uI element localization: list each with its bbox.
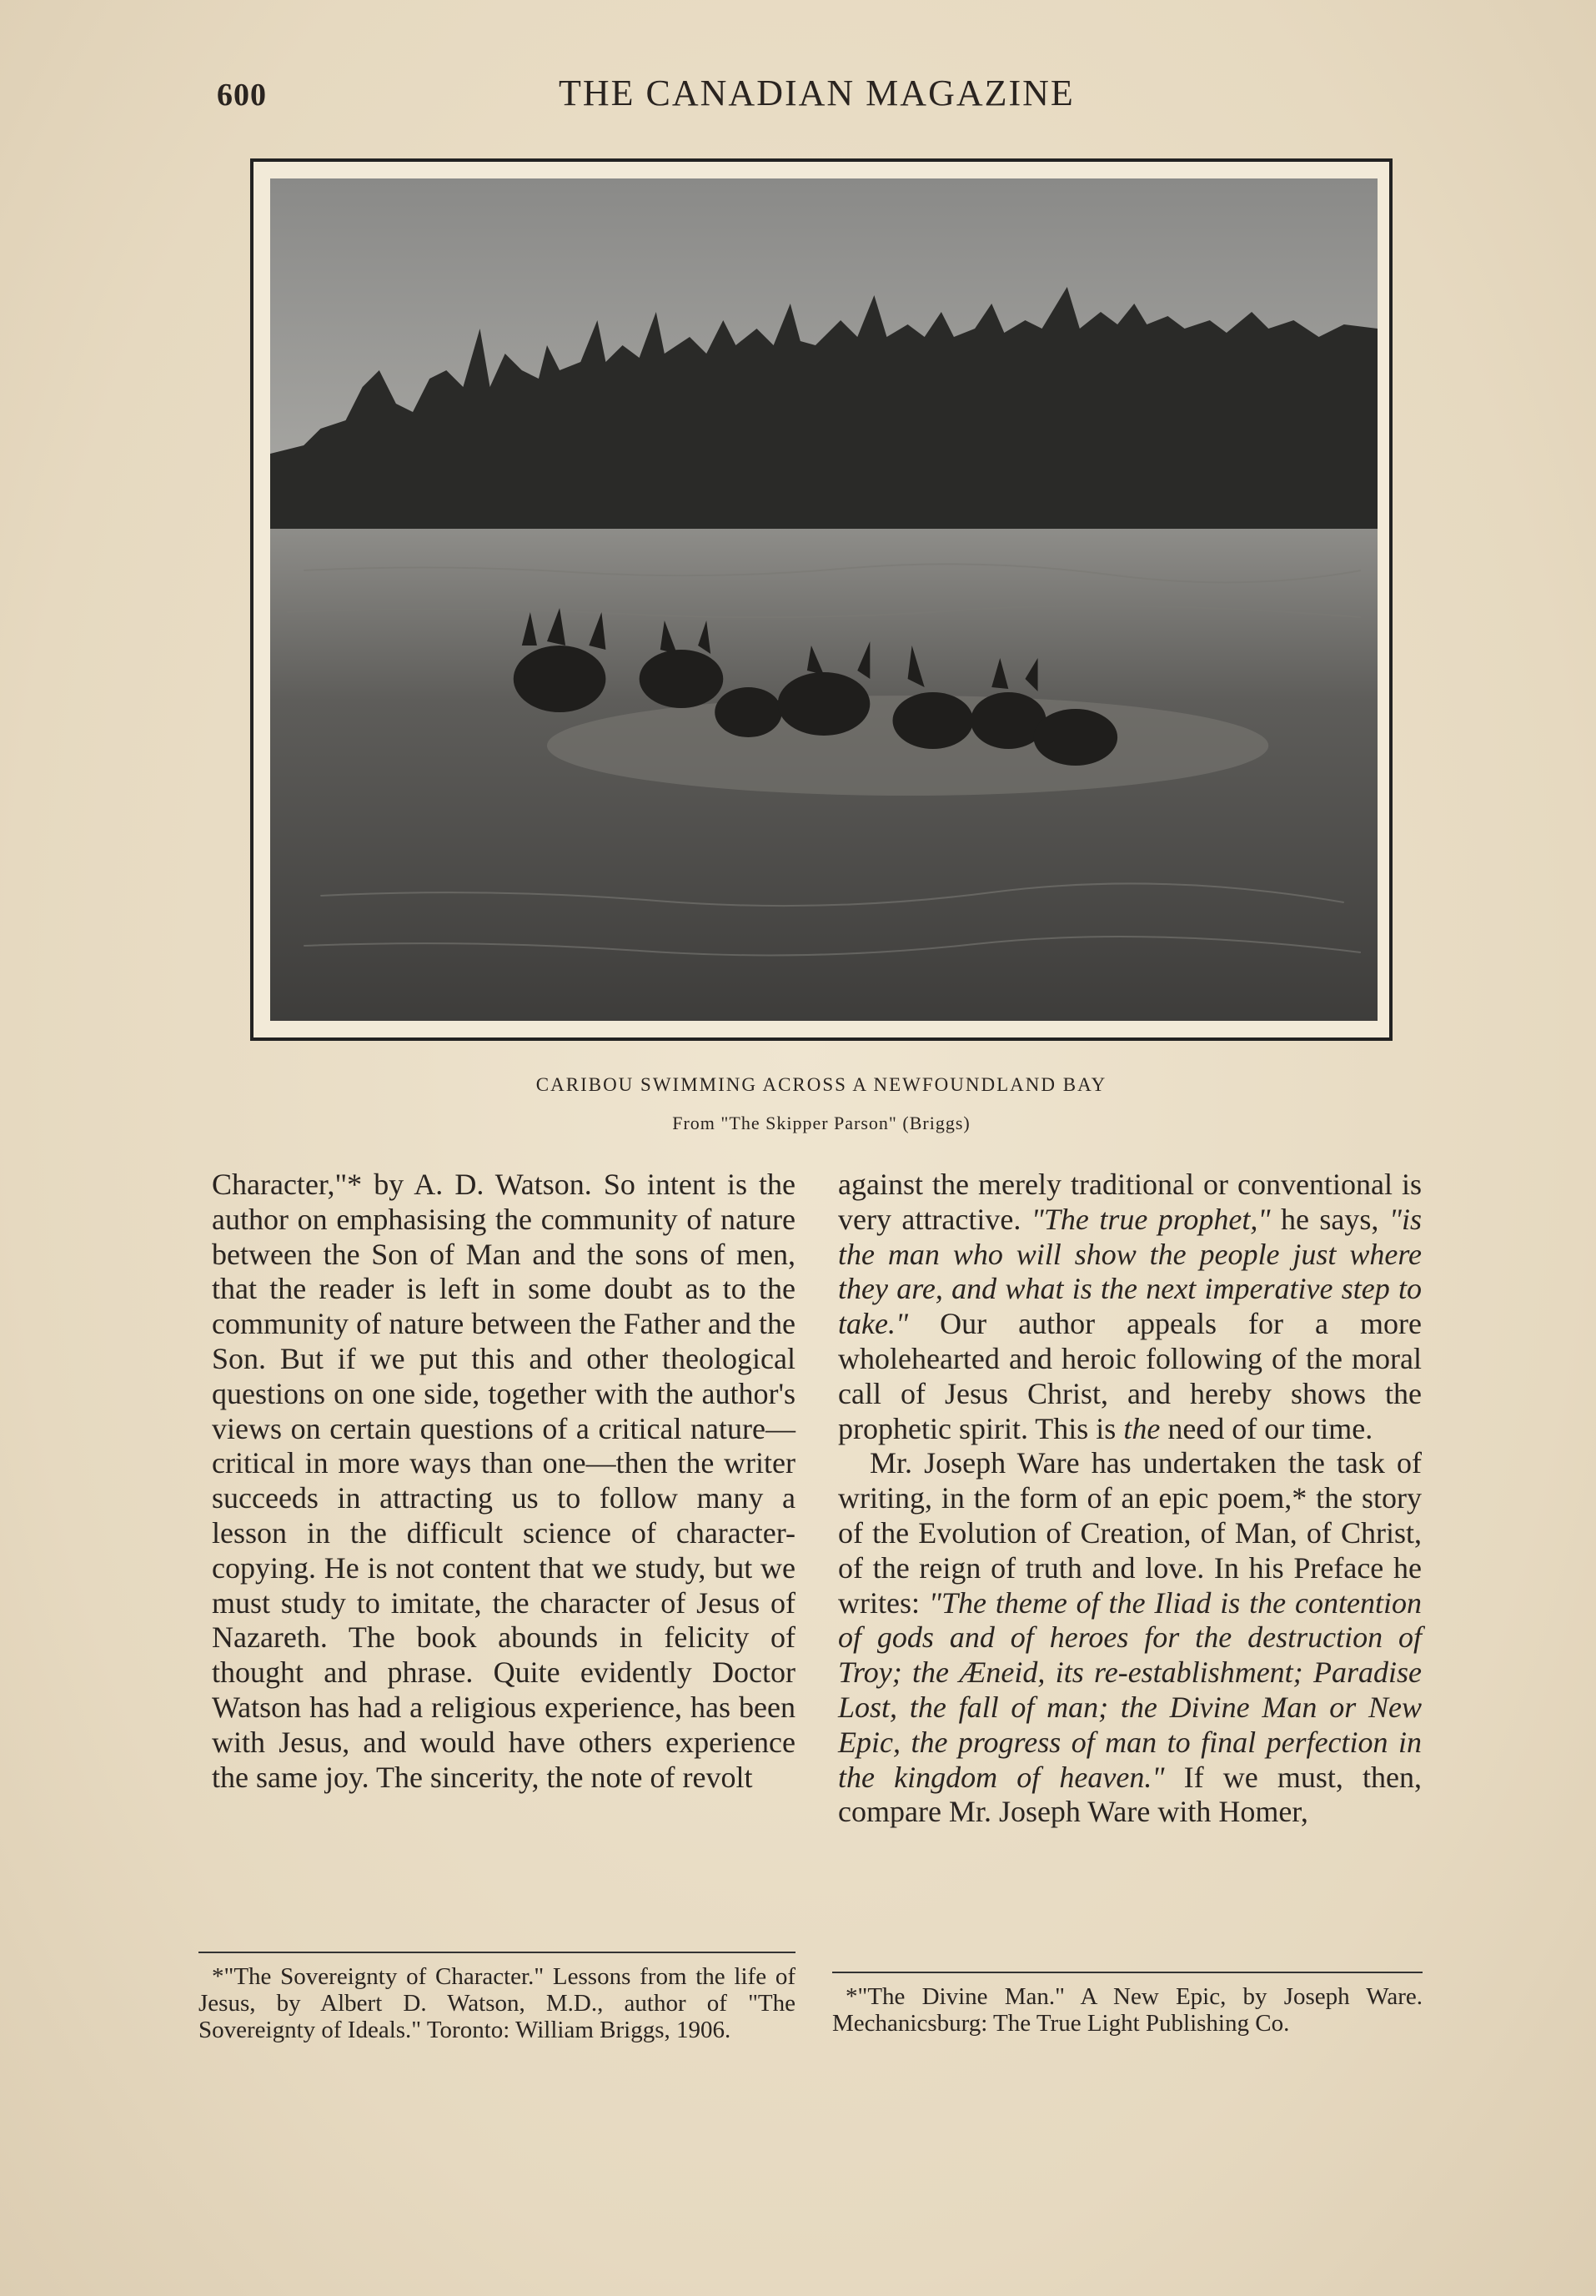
italic-quote: "The true prophet," xyxy=(1031,1202,1271,1236)
figure-caption: CARIBOU SWIMMING ACROSS A NEWFOUNDLAND BAY xyxy=(535,1074,1107,1095)
italic-quote: "The theme of the Iliad is the contention of gods and of heroes for the destruction of Troy; the Æneid, its re-establishment; Paradise Lost, the fall of man; the Divine Man or New Epic, the progress of man to final perfection in the kingdom of heaven." xyxy=(838,1585,1422,1794)
photo-image xyxy=(270,178,1378,1021)
left-column xyxy=(212,1168,795,1795)
text-run: he says, xyxy=(1270,1202,1389,1236)
footnote-rule-left xyxy=(198,1952,795,1953)
text-run: Our author appeals for a more wholehearted and heroic following of the moral call of Jesus Christ, and hereby shows the prophetic spirit. This is xyxy=(838,1307,1422,1445)
text-run: need of our time. xyxy=(1160,1411,1373,1445)
footnote-right: *"The Divine Man." A New Epic, by Joseph Ware. Mechanicsburg: The True Light Publishing Co. xyxy=(832,1983,1423,2037)
text-run: Mr. Joseph Ware has undertaken the task of writing, in the form of an epic poem,* the story of the Evolution of Creation, of Man, of Christ, of the reign of truth and love. In his Preface he writes: xyxy=(838,1446,1422,1620)
right-column xyxy=(838,1168,1422,1830)
text-run: against the merely traditional or conventional is very attractive. xyxy=(838,1168,1422,1236)
footnote-left: *"The Sovereignty of Character." Lessons from the life of Jesus, by Albert D. Watson, M.D., author of "The Sovereignty of Ideals." Toronto: William Briggs, 1906. xyxy=(198,1963,795,2043)
page-header xyxy=(217,72,1434,122)
page-number: 600 xyxy=(217,78,267,113)
left-paragraph: Character,"* by A. D. Watson. So intent is the author on emphasising the community of nature between the Son of Man and the sons of men, that the reader is left in some doubt as to the community of nature between the Father and the Son. But if we put this and other theological questions on one side, together with the author's views on certain questions of a critical nature—critical in more ways than one—then the writer succeeds in attracting us to follow many a lesson in the difficult science of character-copying. He is not content that we study, but we must study to imitate, the character of Jesus of Nazareth. The book abounds in felicity of thought and phrase. Quite evidently Doctor Watson has had a religious experience, has been with Jesus, and would have others experience the same joy. The sincerity, the note of revolt xyxy=(212,1168,795,1794)
italic-emphasis: the xyxy=(1123,1411,1161,1445)
photo-illustration xyxy=(270,178,1378,1021)
italic-quote: "is the man who will show the people just where they are, and what is the next imperative step to take." xyxy=(838,1202,1422,1341)
figure-source: From "The Skipper Parson" (Briggs) xyxy=(672,1113,971,1133)
caribou-photograph xyxy=(250,158,1393,1041)
running-head: THE CANADIAN MAGAZINE xyxy=(559,73,1075,113)
footnote-rule-right xyxy=(832,1972,1423,1973)
text-run: If we must, then, compare Mr. Joseph Ware with Homer, xyxy=(838,1760,1423,1829)
right-paragraph-2 xyxy=(838,1446,1422,1830)
right-paragraph-1 xyxy=(838,1168,1422,1446)
